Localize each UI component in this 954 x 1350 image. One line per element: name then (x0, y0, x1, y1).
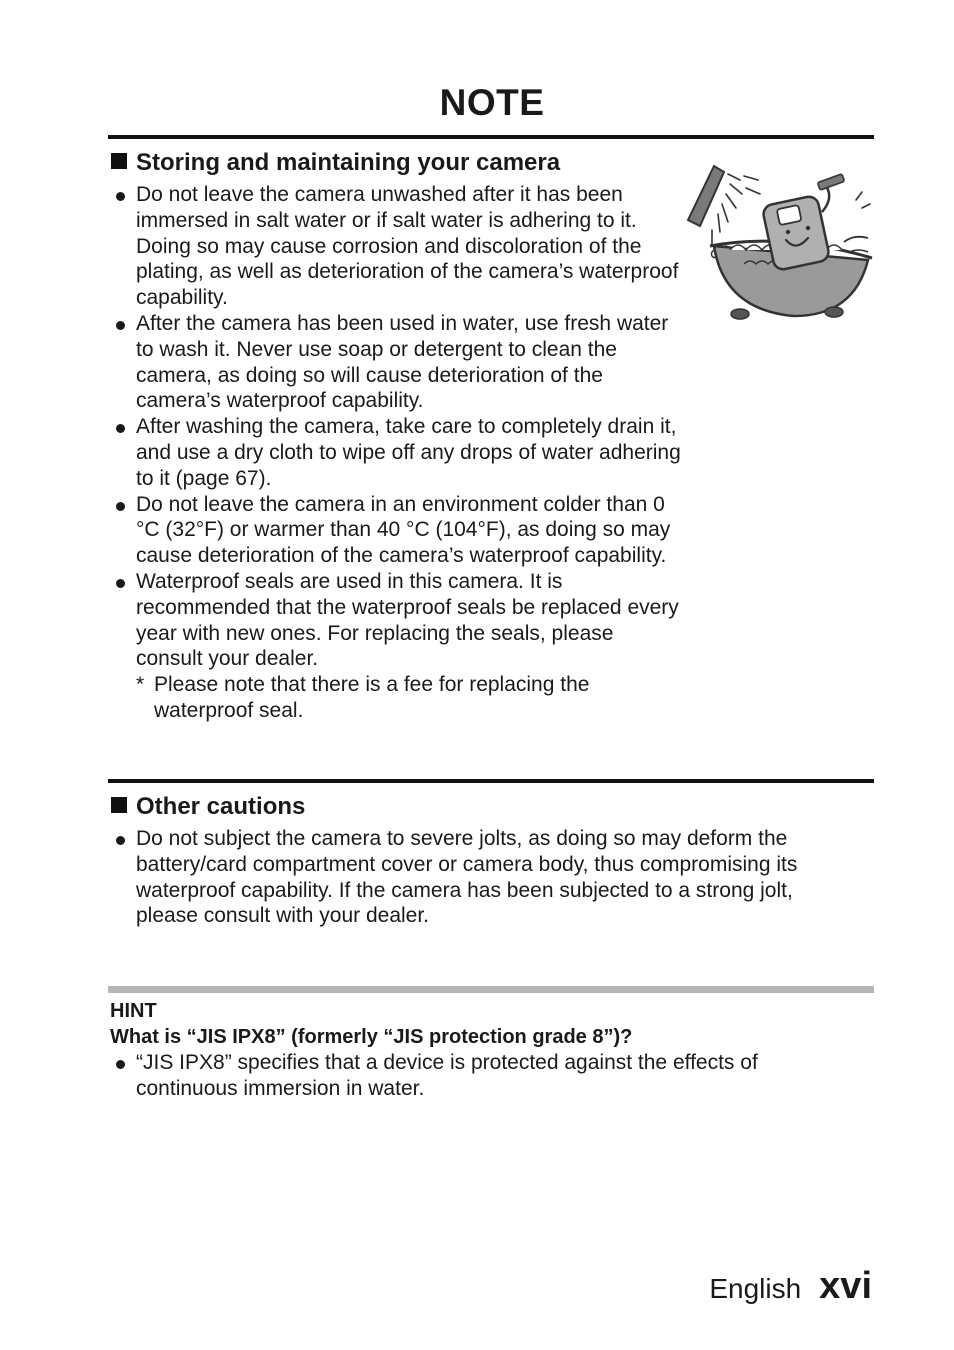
page-number: xvi (819, 1265, 872, 1307)
camera-bath-illustration (684, 160, 876, 328)
section-heading-other-cautions: Other cautions (111, 792, 305, 822)
bullet-dot-icon (116, 579, 125, 588)
list-item: Do not leave the camera unwashed after it has been immersed in salt water or if salt water is adhering to it. Doing so may cause corrosion and discoloration of the plating, as well as deterioration of the camera’s waterproof capability. (113, 182, 683, 311)
hint-divider (108, 986, 874, 993)
bullet-dot-icon (116, 836, 125, 845)
cautions-bullet-list (113, 826, 853, 929)
footnote: * Please note that there is a fee for replacing the waterproof seal. (136, 673, 590, 722)
page-footer (709, 1262, 872, 1318)
square-bullet-icon (111, 153, 127, 169)
storing-bullet-list (113, 182, 683, 724)
footnote-marker: * (136, 673, 145, 697)
list-item: Waterproof seals are used in this camera. It is recommended that the waterproof seals be replaced every year with new ones. For replacing the seals, please consult your dealer. * Please note that there is a fee for replacing the waterproof seal. (113, 569, 683, 724)
bullet-dot-icon (116, 192, 125, 201)
bullet-dot-icon (116, 502, 125, 511)
section-heading-storing: Storing and maintaining your camera (111, 148, 560, 178)
footer-language: English (709, 1273, 802, 1304)
page-title: NOTE (439, 82, 545, 123)
bullet-dot-icon (116, 1060, 125, 1069)
list-item: After washing the camera, take care to completely drain it, and use a dry cloth to wipe off any drops of water adhering to it (page 67). (113, 414, 683, 491)
hint-bullet-list (113, 1050, 853, 1102)
square-bullet-icon (111, 797, 127, 813)
hint-question: What is “JIS IPX8” (formerly “JIS protection grade 8”)? (110, 1026, 633, 1048)
list-item: Do not subject the camera to severe jolts, as doing so may deform the battery/card compartment cover or camera body, thus compromising its waterproof capability. If the camera has been subjected to a strong jolt, please consult with your dealer. (113, 826, 853, 929)
bullet-dot-icon (116, 321, 125, 330)
list-item: Do not leave the camera in an environment colder than 0 °C (32°F) or warmer than 40 °C (104°F), as doing so may cause deterioration of the camera’s waterproof capability. (113, 492, 683, 569)
list-item: “JIS IPX8” specifies that a device is protected against the effects of continuous immersion in water. (113, 1050, 853, 1102)
bullet-dot-icon (116, 424, 125, 433)
list-item: After the camera has been used in water, use fresh water to wash it. Never use soap or detergent to clean the camera, as doing so will cause deterioration of the camera’s waterproof capability. (113, 311, 683, 414)
section-divider-middle (108, 779, 874, 783)
section-divider-top (108, 135, 874, 139)
hint-label: HINT (110, 1000, 157, 1022)
